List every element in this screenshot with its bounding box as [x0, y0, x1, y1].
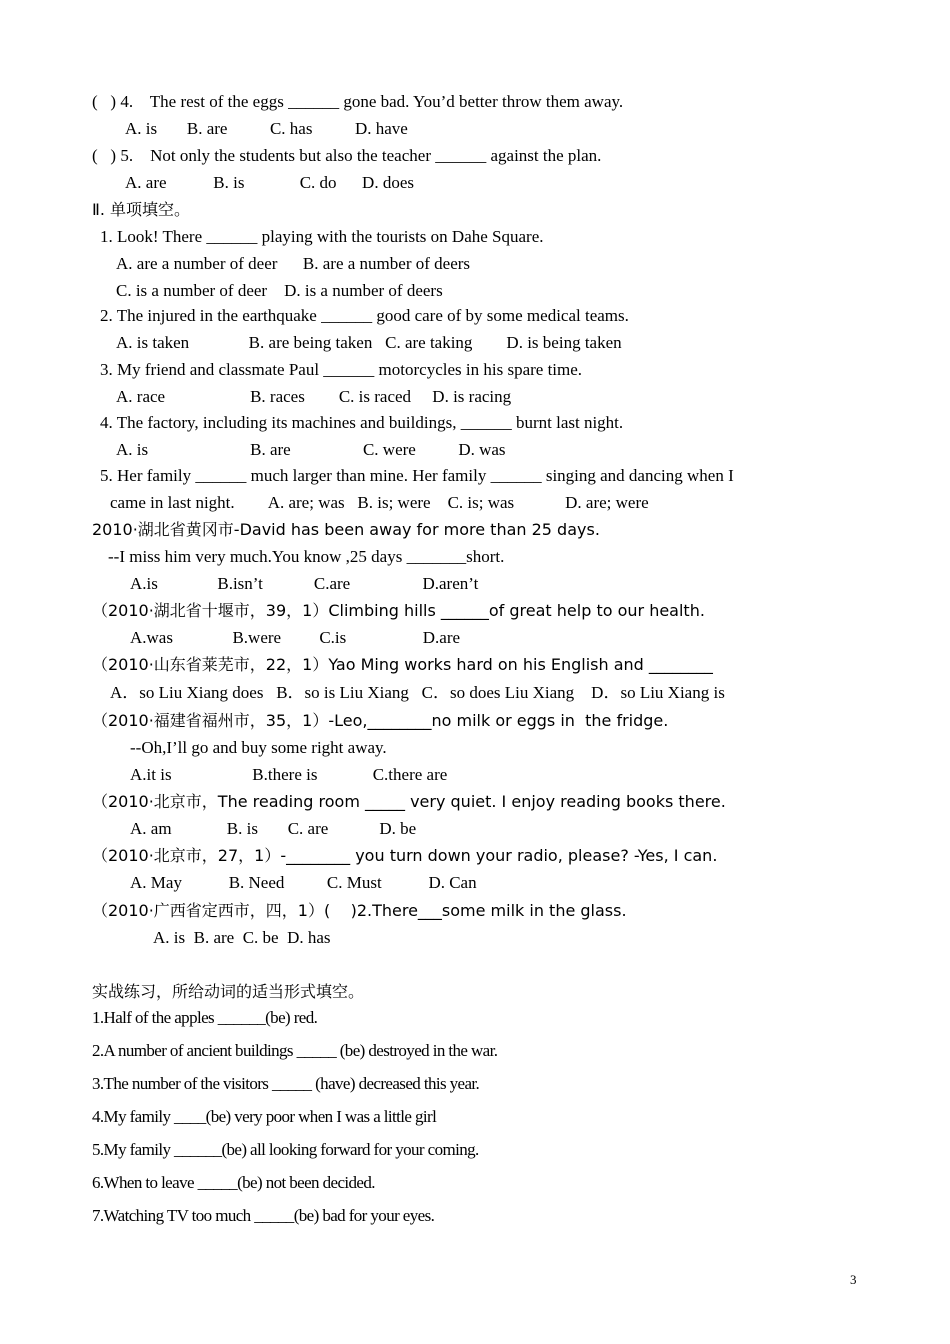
text-line: A. is B. are C. be D. has: [153, 928, 331, 947]
text-line: A. May B. Need C. Must D. Can: [130, 873, 477, 892]
text-line: 1.Half of the apples ______(be) red.: [92, 1008, 318, 1027]
text-line: A. race B. races C. is raced D. is racing: [116, 387, 512, 406]
text-line: （2010·湖北省十堰市，39，1）Climbing hills ______of great help to our health.: [92, 601, 705, 620]
text-line: （2010·北京市，27，1）-________ you turn down your radio, please? -Yes, I can.: [92, 846, 718, 865]
text-line: 5. Her family ______ much larger than mine. Her family ______ singing and dancing when I: [100, 466, 734, 485]
text-line: A. am B. is C. are D. be: [130, 819, 417, 838]
text-line: 3. My friend and classmate Paul ______ motorcycles in his spare time.: [100, 360, 583, 379]
text-line: 6.When to leave _____(be) not been decided.: [92, 1173, 375, 1192]
text-line: 实战练习，所给动词的适当形式填空。: [92, 982, 365, 1001]
text-line: A.was B.were C.is D.are: [130, 628, 461, 647]
page-number: 3: [850, 1272, 857, 1287]
text-line: ( ) 5. Not only the students but also the teacher ______ against the plan.: [92, 146, 602, 165]
text-line: A．so Liu Xiang does B．so is Liu Xiang C．so does Liu Xiang D．so Liu Xiang is: [110, 683, 725, 702]
text-line: A. is B. are C. has D. have: [125, 119, 408, 138]
text-line: 4.My family ____(be) very poor when I was a little girl: [92, 1107, 437, 1126]
text-line: C. is a number of deer D. is a number of deers: [116, 281, 443, 300]
text-line: 1. Look! There ______ playing with the tourists on Dahe Square.: [100, 227, 544, 246]
text-line: 7.Watching TV too much _____(be) bad for your eyes.: [92, 1206, 435, 1225]
text-line: A. is taken B. are being taken C. are taking D. is being taken: [116, 333, 622, 352]
text-line: 2010·湖北省黄冈市-David has been away for more than 25 days.: [92, 520, 600, 539]
text-line: A.is B.isn’t C.are D.aren’t: [130, 574, 479, 593]
text-line: （2010·福建省福州市，35，1）-Leo,________no milk or eggs in the fridge.: [92, 711, 669, 730]
text-line: ( ) 4. The rest of the eggs ______ gone bad. You’d better throw them away.: [92, 92, 624, 111]
text-line: A. are a number of deer B. are a number of deers: [116, 254, 471, 273]
text-line: came in last night. A. are; was B. is; were C. is; was D. are; were: [110, 493, 649, 512]
text-line: （2010·广西省定西市，四，1）( )2.There___some milk in the glass.: [92, 901, 627, 920]
text-line: A.it is B.there is C.there are: [130, 765, 448, 784]
text-line: 5.My family ______(be) all looking forward for your coming.: [92, 1140, 479, 1159]
text-line: 2.A number of ancient buildings _____ (be) destroyed in the war.: [92, 1041, 498, 1060]
text-line: A. is B. are C. were D. was: [116, 440, 506, 459]
text-line: （2010·山东省莱芜市，22，1）Yao Ming works hard on his English and ________: [92, 655, 713, 674]
text-line: （2010·北京市，The reading room _____ very quiet. I enjoy reading books there.: [92, 792, 726, 811]
text-line: --I miss him very much.You know ,25 days _______short.: [108, 547, 505, 566]
text-line: 2. The injured in the earthquake ______ good care of by some medical teams.: [100, 306, 629, 325]
text-line: A. are B. is C. do D. does: [125, 173, 414, 192]
text-line: Ⅱ. 单项填空。: [92, 200, 191, 219]
text-line: 3.The number of the visitors _____ (have) decreased this year.: [92, 1074, 480, 1093]
text-line: 4. The factory, including its machines and buildings, ______ burnt last night.: [100, 413, 624, 432]
text-line: --Oh,I’ll go and buy some right away.: [130, 738, 387, 757]
